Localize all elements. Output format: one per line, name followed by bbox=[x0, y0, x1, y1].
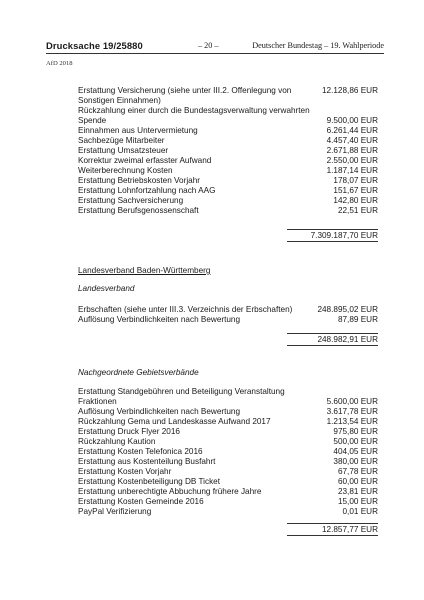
total-amount: 12.857,77 EUR bbox=[322, 525, 378, 534]
item-amount: 178,07 EUR bbox=[333, 176, 378, 185]
item-label: Sachbezüge Mitarbeiter bbox=[78, 136, 165, 145]
list-item bbox=[78, 457, 378, 467]
item-label: Erstattung Versicherung (siehe unter III.2. Offenlegung von Sonstigen Einnahmen) bbox=[78, 86, 292, 105]
block-total bbox=[287, 523, 378, 536]
item-amount: 3.617,78 EUR bbox=[326, 407, 378, 416]
item-amount: 23,81 EUR bbox=[337, 487, 378, 496]
item-amount: 1.187,14 EUR bbox=[326, 166, 378, 175]
parliament-label: Deutscher Bundestag – 19. Wahlperiode bbox=[252, 41, 384, 50]
item-label: Erstattung unberechtigte Abbuchung frühere Jahre bbox=[78, 487, 262, 496]
list-item bbox=[78, 437, 378, 447]
item-label: Erstattung Umsatzsteuer bbox=[78, 146, 169, 155]
item-label: Einnahmen aus Untervermietung bbox=[78, 126, 198, 135]
total-amount: 7.309.187,70 EUR bbox=[310, 231, 378, 240]
list-item bbox=[78, 447, 378, 457]
item-amount: 151,67 EUR bbox=[333, 186, 378, 195]
section-heading: Landesverband Baden-Württemberg bbox=[78, 266, 211, 275]
list-item bbox=[78, 106, 378, 126]
item-amount: 500,00 EUR bbox=[333, 437, 378, 446]
list-item bbox=[78, 427, 378, 437]
list-item bbox=[78, 507, 378, 517]
item-amount: 975,80 EUR bbox=[333, 427, 378, 436]
list-item bbox=[78, 166, 378, 176]
item-label: Erstattung Lohnfortzahlung nach AAG bbox=[78, 186, 216, 195]
section-marker: AfD 2018 bbox=[46, 60, 73, 67]
total-amount: 248.982,91 EUR bbox=[317, 335, 378, 344]
list-item bbox=[78, 387, 378, 407]
page-number: – 20 – bbox=[198, 41, 219, 50]
item-amount: 4.457,40 EUR bbox=[326, 136, 378, 145]
item-amount: 15,00 EUR bbox=[337, 497, 378, 506]
page-header bbox=[46, 40, 384, 54]
item-label: Erbschaften (siehe unter III.3. Verzeichnis der Erbschaften) bbox=[78, 305, 293, 314]
list-item bbox=[78, 305, 378, 315]
list-item bbox=[78, 417, 378, 427]
item-amount: 2.671,88 EUR bbox=[326, 146, 378, 155]
list-item bbox=[78, 156, 378, 166]
item-amount: 1.213,54 EUR bbox=[326, 417, 378, 426]
item-label: Erstattung Kostenbeteiligung DB Ticket bbox=[78, 477, 220, 486]
item-amount: 142,80 EUR bbox=[333, 196, 378, 205]
list-item bbox=[78, 126, 378, 136]
list-item bbox=[78, 186, 378, 196]
list-item bbox=[78, 477, 378, 487]
item-amount: 22,51 EUR bbox=[337, 206, 378, 215]
list-item bbox=[78, 196, 378, 206]
block-total bbox=[287, 333, 378, 346]
item-label: Erstattung Kosten Telefonica 2016 bbox=[78, 447, 203, 456]
item-label: Weiterberechnung Kosten bbox=[78, 166, 173, 175]
block-total bbox=[287, 229, 378, 242]
item-label: Erstattung Druck Flyer 2016 bbox=[78, 427, 180, 436]
item-label: Erstattung aus Kostenteilung Busfahrt bbox=[78, 457, 216, 466]
item-amount: 60,00 EUR bbox=[337, 477, 378, 486]
item-amount: 0,01 EUR bbox=[342, 507, 378, 516]
item-label: PayPal Verifizierung bbox=[78, 507, 152, 516]
item-amount: 6.261,44 EUR bbox=[326, 126, 378, 135]
item-label: Korrektur zweimal erfasster Aufwand bbox=[78, 156, 212, 165]
section-subheading: Landesverband bbox=[78, 284, 135, 293]
list-item bbox=[78, 176, 378, 186]
item-label: Erstattung Kosten Gemeinde 2016 bbox=[78, 497, 204, 506]
item-amount: 380,00 EUR bbox=[333, 457, 378, 466]
list-item bbox=[78, 497, 378, 507]
item-amount: 67,78 EUR bbox=[337, 467, 378, 476]
item-amount: 9.500,00 EUR bbox=[326, 116, 378, 125]
list-item bbox=[78, 206, 378, 216]
list-item bbox=[78, 146, 378, 156]
item-label: Rückzahlung Gema und Landeskasse Aufwand 2017 bbox=[78, 417, 271, 426]
item-label: Erstattung Kosten Vorjahr bbox=[78, 467, 172, 476]
list-item bbox=[78, 467, 378, 477]
section-subheading: Nachgeordnete Gebietsverbände bbox=[78, 368, 199, 377]
document-reference: Drucksache 19/25880 bbox=[46, 40, 143, 51]
item-label: Erstattung Betriebskosten Vorjahr bbox=[78, 176, 200, 185]
item-amount: 12.128,86 EUR bbox=[322, 86, 378, 95]
list-item bbox=[78, 315, 378, 325]
item-label: Rückzahlung Kaution bbox=[78, 437, 156, 446]
list-item bbox=[78, 487, 378, 497]
item-label: Auflösung Verbindlichkeiten nach Bewertung bbox=[78, 407, 241, 416]
item-label: Auflösung Verbindlichkeiten nach Bewertung bbox=[78, 315, 241, 324]
item-label: Erstattung Sachversicherung bbox=[78, 196, 184, 205]
list-item bbox=[78, 86, 378, 106]
item-label: Erstattung Berufsgenossenschaft bbox=[78, 206, 199, 215]
list-item bbox=[78, 407, 378, 417]
item-amount: 2.550,00 EUR bbox=[326, 156, 378, 165]
item-amount: 87,89 EUR bbox=[337, 315, 378, 324]
item-label: Erstattung Standgebühren und Beteiligung Veranstaltung Fraktionen bbox=[78, 387, 285, 406]
item-label: Rückzahlung einer durch die Bundestagsverwaltung verwahrten Spende bbox=[78, 106, 310, 125]
list-item bbox=[78, 136, 378, 146]
item-amount: 248.895,02 EUR bbox=[317, 305, 378, 314]
item-amount: 404,05 EUR bbox=[333, 447, 378, 456]
item-amount: 5.600,00 EUR bbox=[326, 397, 378, 406]
header-rule bbox=[46, 53, 384, 54]
